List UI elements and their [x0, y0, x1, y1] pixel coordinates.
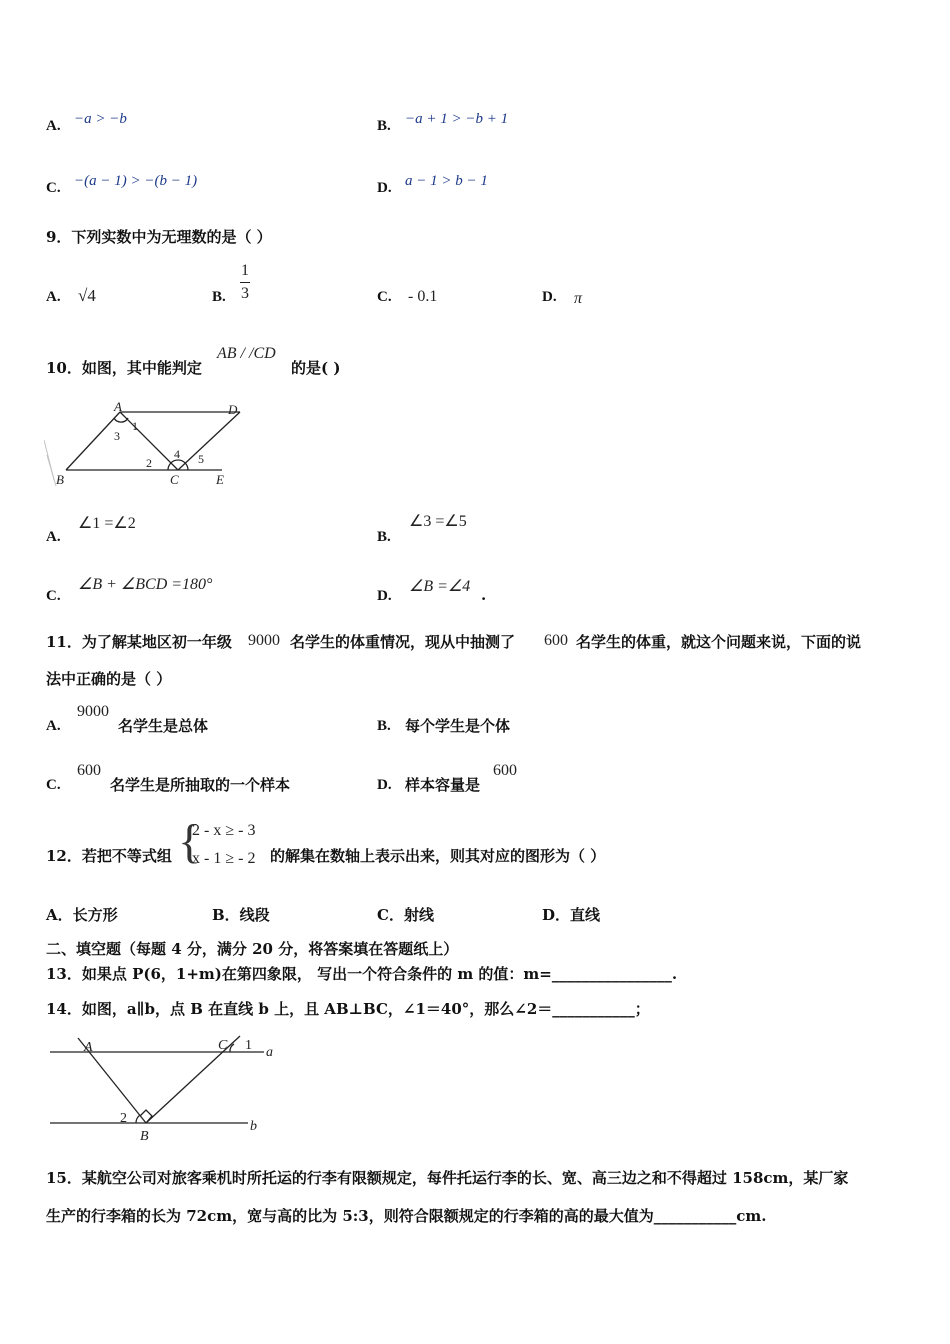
q9-option-d-label: D.: [542, 289, 557, 305]
q10-option-a-expression: ∠1 =∠2: [78, 515, 136, 532]
q11-sample-number: 600: [544, 632, 568, 649]
fig14-point-c: C: [218, 1038, 228, 1053]
q12-inequality-1: 2 - x ≥ - 3: [192, 822, 256, 839]
q11-option-a-label: A.: [46, 718, 61, 734]
fraction-bar: [240, 282, 250, 283]
angle-2-arc: [136, 1115, 140, 1123]
q11-option-c-text: 名学生是所抽取的一个样本: [110, 776, 291, 794]
fig10-angle-1: 1: [132, 419, 138, 433]
fig14-point-a: A: [84, 1040, 93, 1055]
fig10-angle-5: 5: [198, 452, 204, 466]
fraction-numerator: 1: [241, 262, 249, 279]
fig10-angle-2: 2: [146, 456, 152, 470]
q11-option-d-number: 600: [493, 762, 517, 779]
q9-option-c-label: C.: [377, 289, 392, 305]
q8-option-c-expression: −(a − 1) > −(b − 1): [74, 173, 198, 189]
line-ab: [66, 412, 120, 470]
q9-stem: 9．下列实数中为无理数的是（ ）: [46, 228, 272, 246]
scan-artifact: [47, 455, 56, 486]
line-dc: [178, 412, 240, 470]
fraction-denominator: 3: [241, 285, 249, 302]
q15-line1: 15．某航空公司对旅客乘机时所托运的行李有限额规定，每件托运行李的长、宽、高三边之和不得超过 158cm，某厂家: [46, 1169, 849, 1187]
fig10-point-c: C: [170, 472, 179, 487]
q11-option-c-label: C.: [46, 777, 61, 793]
q12-stem-prefix: 12．若把不等式组: [46, 847, 172, 865]
q9-option-c-expression: - 0.1: [408, 288, 438, 305]
q14-text: 14．如图，a∥b，点 B 在直线 b 上，且 AB⊥BC，∠1＝40°，那么∠2＝___________；: [46, 1000, 650, 1018]
fig10-angle-4: 4: [174, 447, 180, 461]
q11-option-a-number: 9000: [77, 703, 109, 720]
q12-option-a: A．长方形: [46, 906, 118, 924]
right-angle-mark: [140, 1110, 152, 1123]
fig14-point-b: B: [140, 1129, 149, 1144]
fig10-point-b: B: [56, 472, 64, 487]
q9-option-a-label: A.: [46, 289, 61, 305]
system-brace: {: [178, 815, 202, 868]
q9-option-b-fraction: [240, 262, 250, 303]
q11-line1-prefix: 11．为了解某地区初一年级: [46, 633, 232, 651]
q10-option-c-label: C.: [46, 588, 61, 604]
q12-option-c: C．射线: [377, 906, 434, 924]
fig10-point-a: A: [114, 400, 122, 414]
q10-option-c-expression: ∠B + ∠BCD =180°: [78, 576, 213, 593]
q10-option-b-expression: ∠3 =∠5: [409, 513, 467, 530]
q10-option-b-label: B.: [377, 529, 391, 545]
q8-option-d-expression: a − 1 > b − 1: [405, 173, 488, 189]
q14-figure: [44, 1030, 274, 1145]
q11-option-a-text: 名学生是总体: [118, 717, 209, 735]
q9-option-b-label: B.: [212, 289, 226, 305]
q12-inequality-2: x - 1 ≥ - 2: [192, 850, 256, 867]
q11-line1-middle: 名学生的体重情况，现从中抽测了: [290, 633, 516, 651]
fig14-line-a-label: a: [266, 1045, 273, 1060]
section-heading-fill-in: 二、填空题（每题 4 分，满分 20 分，将答案填在答题纸上）: [46, 940, 459, 958]
q10-option-d-label: D.: [377, 588, 392, 604]
q10-option-a-label: A.: [46, 529, 61, 545]
q9-option-a-expression: √4: [78, 286, 96, 305]
q10-stem-prefix: 10．如图，其中能判定: [46, 359, 202, 377]
q11-total-number: 9000: [248, 632, 280, 649]
q8-option-b-expression: −a + 1 > −b + 1: [405, 111, 509, 127]
q12-option-d: D．直线: [542, 906, 601, 924]
q15-line2: 生产的行李箱的长为 72cm，宽与高的比为 5:3，则符合限额规定的行李箱的高的最大值为___________cm.: [46, 1207, 767, 1225]
fig10-point-e: E: [216, 472, 224, 487]
q10-option-d-period: .: [481, 586, 487, 604]
q11-line2: 法中正确的是（ ）: [46, 670, 172, 688]
q10-stem-math: AB / /CD: [217, 345, 276, 362]
q11-option-b-text: 每个学生是个体: [405, 717, 511, 735]
q13-text: 13．如果点 P(6，1+m)在第四象限， 写出一个符合条件的 m 的值：m=________________.: [46, 965, 678, 983]
q11-option-d-label: D.: [377, 777, 392, 793]
q9-option-d-expression: π: [574, 290, 583, 307]
fig14-angle-2: 2: [120, 1111, 127, 1126]
q11-line1-suffix: 名学生的体重，就这个问题来说，下面的说: [576, 633, 862, 651]
q11-option-b-label: B.: [377, 718, 391, 734]
q8-option-a-label: A.: [46, 118, 61, 134]
q8-option-d-label: D.: [377, 180, 392, 196]
fig14-line-b-label: b: [250, 1119, 257, 1134]
q11-option-d-text: 样本容量是: [405, 776, 481, 794]
q8-option-b-label: B.: [377, 118, 391, 134]
q8-option-c-label: C.: [46, 180, 61, 196]
angle-arc-c: [168, 460, 188, 470]
q10-stem-suffix: 的是( ): [291, 359, 341, 377]
q8-option-a-expression: −a > −b: [74, 111, 127, 127]
q12-stem-suffix: 的解集在数轴上表示出来，则其对应的图形为（ ）: [270, 847, 606, 865]
fig10-angle-3: 3: [114, 429, 120, 443]
fig14-angle-1: 1: [245, 1038, 252, 1053]
fig10-point-d: D: [228, 402, 238, 417]
q11-option-c-number: 600: [77, 762, 101, 779]
q10-figure: [44, 400, 254, 492]
q10-option-d-expression: ∠B =∠4: [409, 578, 471, 595]
q12-option-b: B．线段: [212, 906, 270, 924]
